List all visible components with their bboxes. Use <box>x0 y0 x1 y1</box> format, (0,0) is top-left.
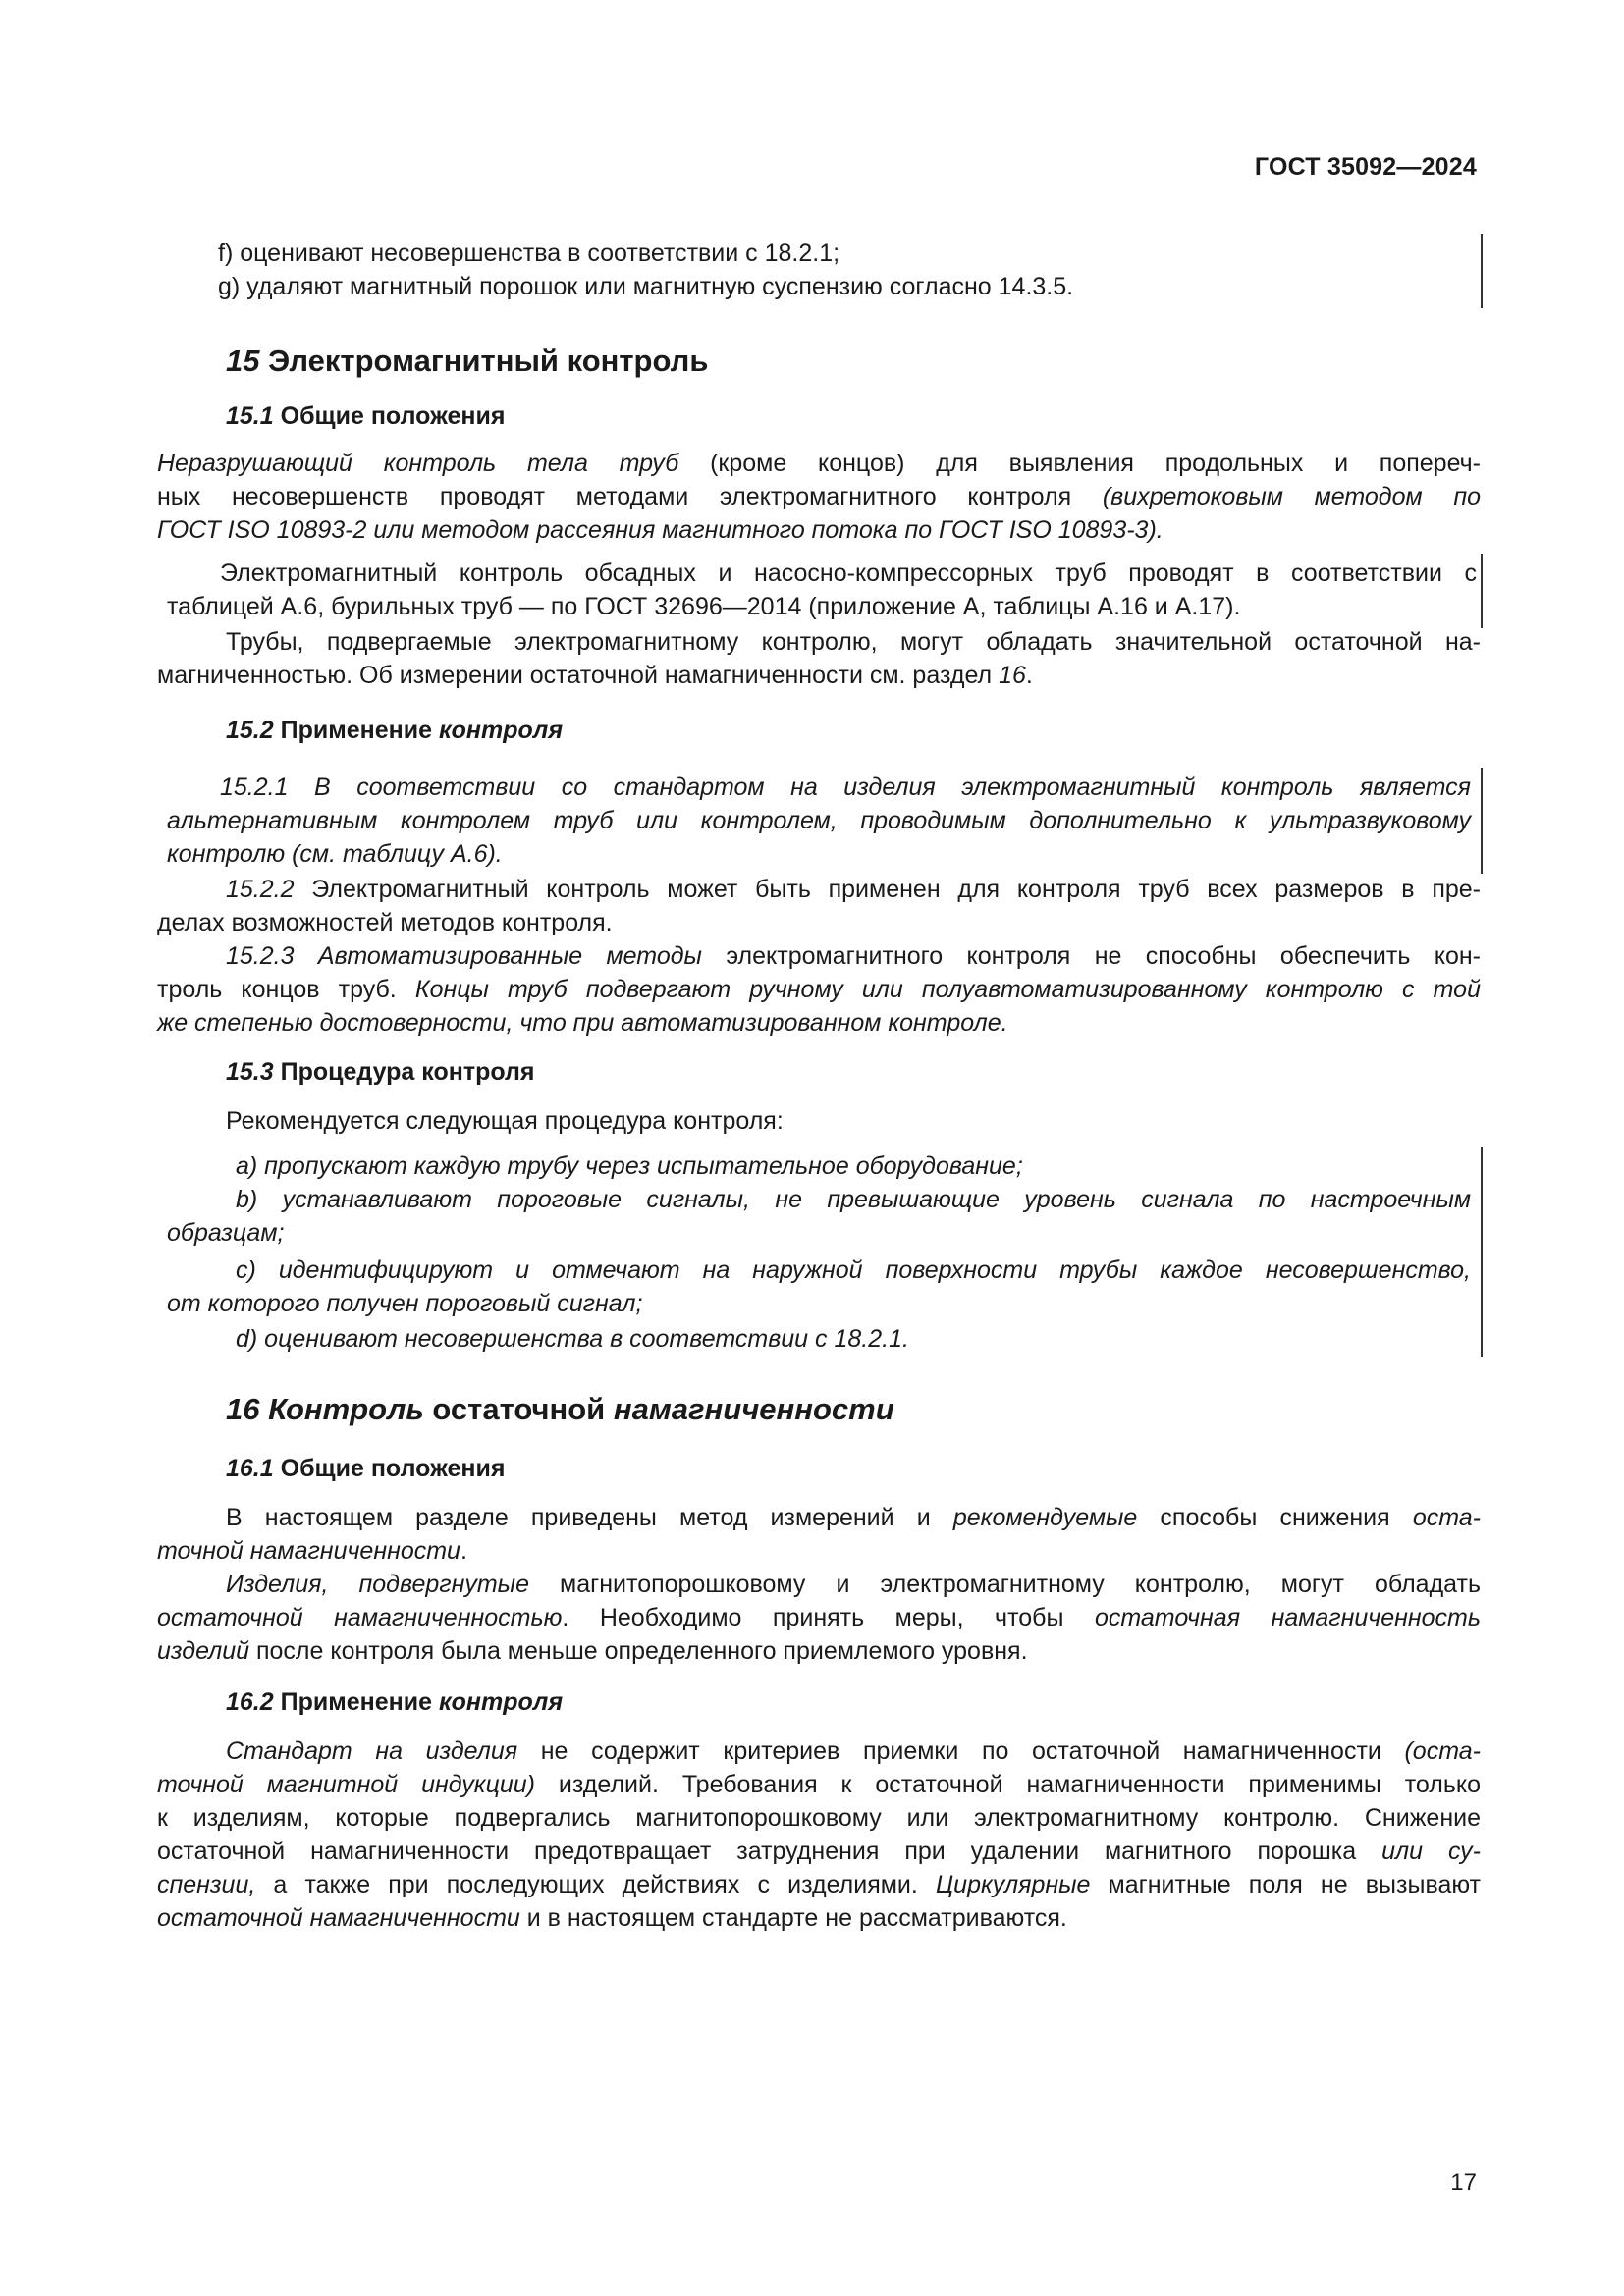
list-item-g: g) удаляют магнитный порошок или магнитную суспензию согласно 14.3.5. <box>218 273 1074 300</box>
paragraph-16-2-line-2: точной магнитной индукции) изделий. Требования к остаточной намагниченности применимы только <box>157 1771 1481 1798</box>
paragraph-16-1b-line-1: Изделия, подвергнутые магнитопорошковому и электромагнитному контролю, могут обладать <box>226 1571 1481 1598</box>
change-bar <box>1481 768 1483 874</box>
paragraph-16-2-line-4: остаточной намагниченности предотвращает затруднения при удалении магнитного порошка или су- <box>157 1838 1481 1865</box>
paragraph-15-1-line-3: ГОСТ ISO 10893-2 или методом рассеяния магнитного потока по ГОСТ ISO 10893-3). <box>157 516 1164 544</box>
list-item-f: f) оценивают несовершенства в соответствии с 18.2.1; <box>218 240 840 267</box>
procedure-item-b-line-1: b) устанавливают пороговые сигналы, не превышающие уровень сигнала по настроечным <box>236 1186 1471 1213</box>
section-15-title: 15 Электромагнитный контроль <box>226 344 709 378</box>
paragraph-16-2-line-1: Стандарт на изделия не содержит критериев приемки по остаточной намагниченности (оста- <box>226 1737 1481 1765</box>
paragraph-16-1b-line-2: остаточной намагниченностью. Необходимо принять меры, чтобы остаточная намагниченность <box>157 1604 1481 1631</box>
paragraph-15-1b-line-1: Электромагнитный контроль обсадных и насосно-компрессорных труб проводят в соответствии с <box>220 560 1477 587</box>
paragraph-15-1-line-1: Неразрушающий контроль тела труб (кроме концов) для выявления продольных и попереч- <box>157 450 1481 477</box>
paragraph-15-1-line-2: ных несовершенств проводят методами электромагнитного контроля (вихретоковым методом по <box>157 483 1482 510</box>
subsection-16-2-title: 16.2 Применение контроля <box>226 1688 564 1716</box>
paragraph-15-2-1-line-1: 15.2.1 В соответствии со стандартом на изделия электромагнитный контроль является <box>220 774 1471 801</box>
procedure-item-c-line-2: от которого получен пороговый сигнал; <box>167 1290 643 1317</box>
subsection-15-2-title: 15.2 Применение контроля <box>226 717 564 744</box>
paragraph-16-2-line-5: спензии, а также при последующих действиях с изделиями. Циркулярные магнитные поля не вызывают <box>157 1871 1482 1898</box>
section-16-title: 16 Контроль остаточной намагниченности <box>226 1392 894 1426</box>
paragraph-16-1-line-1: В настоящем разделе приведены метод измерений и рекомендуемые способы снижения оста- <box>226 1504 1481 1531</box>
paragraph-15-2-1-line-2: альтернативным контролем труб или контролем, проводимым дополнительно к ультразвуковому <box>167 807 1471 834</box>
subsection-16-1-title: 16.1 Общие положения <box>226 1455 506 1482</box>
paragraph-16-2-line-6: остаточной намагниченности и в настоящем стандарте не рассматриваются. <box>157 1904 1067 1932</box>
paragraph-15-2-3-line-2: троль концов труб. Концы труб подвергают ручному или полуавтоматизированному контролю с той <box>157 976 1481 1003</box>
paragraph-15-2-3-line-3: же степенью достоверности, что при автоматизированном контроле. <box>157 1009 1008 1037</box>
paragraph-15-2-1-line-3: контролю (см. таблицу А.6). <box>167 840 503 868</box>
procedure-item-d: d) оценивают несовершенства в соответствии с 18.2.1. <box>236 1325 909 1353</box>
document-header: ГОСТ 35092—2024 <box>1254 153 1477 181</box>
paragraph-16-2-line-3: к изделиям, которые подвергались магнитопорошковому или электромагнитному контролю. Снижение <box>157 1804 1481 1832</box>
subsection-15-1-title: 15.1 Общие положения <box>226 402 506 430</box>
change-bar <box>1481 234 1483 308</box>
procedure-item-a: а) пропускают каждую трубу через испытательное оборудование; <box>236 1152 1023 1180</box>
change-bar <box>1481 554 1483 628</box>
procedure-item-c-line-1: c) идентифицируют и отмечают на наружной поверхности трубы каждое несовершенство, <box>236 1256 1471 1284</box>
paragraph-15-1c-line-2: магниченностью. Об измерении остаточной намагниченности см. раздел 16. <box>157 662 1033 689</box>
page-number: 17 <box>1450 2169 1477 2196</box>
change-bar <box>1481 1147 1483 1357</box>
paragraph-16-1b-line-3: изделий после контроля была меньше определенного приемлемого уровня. <box>157 1637 1028 1665</box>
subsection-15-3-title: 15.3 Процедура контроля <box>226 1058 535 1086</box>
procedure-item-b-line-2: образцам; <box>167 1219 285 1247</box>
procedure-intro: Рекомендуется следующая процедура контроля: <box>226 1107 784 1135</box>
paragraph-15-2-2-line-1: 15.2.2 Электромагнитный контроль может быть применен для контроля труб всех размеров в пре- <box>226 876 1481 903</box>
paragraph-15-1b-line-2: таблицей А.6, бурильных труб — по ГОСТ 32696—2014 (приложение А, таблицы А.16 и А.17). <box>167 593 1241 620</box>
paragraph-16-1-line-2: точной намагниченности. <box>157 1537 467 1565</box>
paragraph-15-2-2-line-2: делах возможностей методов контроля. <box>157 909 613 936</box>
paragraph-15-1c-line-1: Трубы, подвергаемые электромагнитному контролю, могут обладать значительной остаточной на- <box>226 628 1481 656</box>
paragraph-15-2-3-line-1: 15.2.3 Автоматизированные методы электромагнитного контроля не способны обеспечить кон- <box>226 942 1481 970</box>
